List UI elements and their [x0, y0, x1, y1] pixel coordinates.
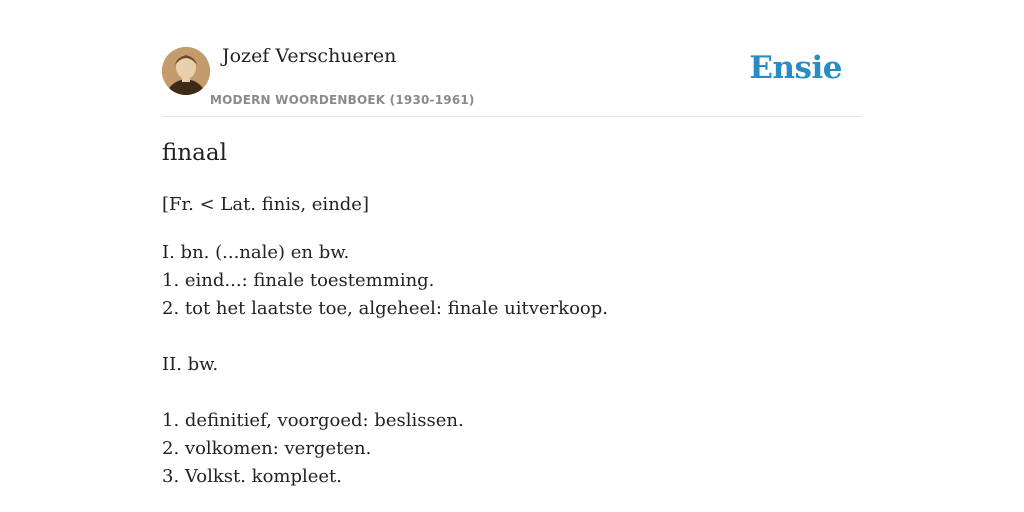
definition-line: II. bw.: [162, 354, 219, 375]
author-name[interactable]: Jozef Verschueren: [222, 45, 397, 67]
entry-header: [162, 0, 862, 117]
definition-line: 1. eind...: finale toestemming.: [162, 270, 435, 291]
entry-definition: [162, 239, 608, 491]
entry-term: finaal: [162, 140, 227, 166]
definition-line: I. bn. (...nale) en bw.: [162, 242, 350, 263]
dictionary-source[interactable]: MODERN WOORDENBOEK (1930-1961): [210, 93, 475, 107]
definition-line: 3. Volkst. kompleet.: [162, 466, 343, 487]
definition-line: 2. tot het laatste toe, algeheel: finale uitverkoop.: [162, 298, 608, 319]
definition-line: [162, 323, 608, 351]
entry-card: [162, 0, 862, 512]
definition-line: 2. volkomen: vergeten.: [162, 438, 372, 459]
definition-line: [162, 379, 608, 407]
author-avatar[interactable]: [162, 47, 210, 95]
author-portrait-icon: [162, 47, 210, 95]
entry-etymology: [Fr. < Lat. finis, einde]: [162, 194, 369, 215]
definition-line: 1. definitief, voorgoed: beslissen.: [162, 410, 464, 431]
ensie-logo[interactable]: Ensie: [749, 50, 842, 86]
